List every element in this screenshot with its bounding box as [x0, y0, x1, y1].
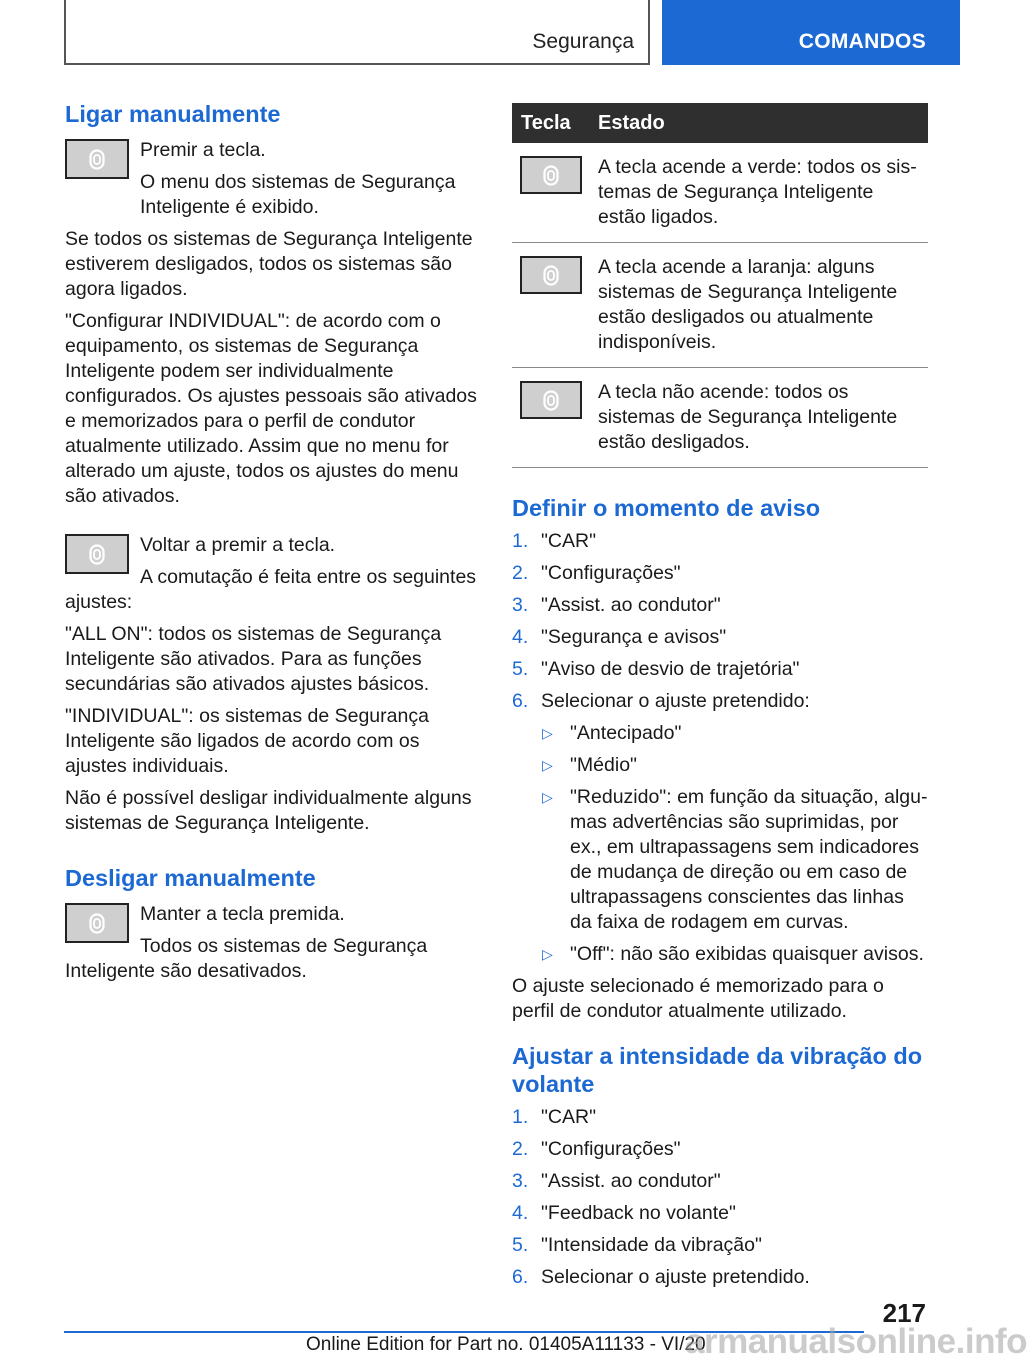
safety-button-icon — [520, 156, 582, 194]
step-text: "Assist. ao condutor" — [541, 594, 721, 616]
list-item — [512, 625, 928, 650]
safety-button-icon — [65, 534, 129, 574]
step-text: "Intensidade da vibração" — [541, 1234, 762, 1256]
header-chapter-title: COMANDOS — [798, 30, 926, 53]
list-item — [512, 1137, 928, 1162]
heading-switch-off: Desligar manualmente — [65, 865, 316, 891]
list-item — [512, 529, 928, 554]
vibration-steps-list — [512, 1105, 928, 1290]
paragraph: Se todos os sistemas de Segurança Inteligente estiverem desligados, todos os sistemas são agora ligados. — [65, 228, 473, 300]
footer-edition: Online Edition for Part no. 01405A11133 - VI/20 — [306, 1334, 706, 1355]
table-row — [512, 143, 928, 243]
header-section-title: Segurança — [532, 30, 634, 53]
step-number: 4. — [512, 1202, 529, 1224]
step-number: 3. — [512, 594, 529, 616]
step-text: "Assist. ao condutor" — [541, 1170, 721, 1192]
step-number: 5. — [512, 658, 529, 680]
warning-steps-list — [512, 529, 928, 714]
list-item — [512, 1233, 928, 1258]
safety-button-icon — [65, 903, 129, 943]
triangle-right-icon: ▷ — [542, 946, 553, 962]
paragraph: A comutação é feita entre os seguintes ajustes: — [65, 566, 477, 613]
warning-options-list — [541, 721, 928, 967]
safety-button-icon — [520, 381, 582, 419]
table-cell-state: A tecla acende a laranja: alguns sistemas de Segurança Inteligente estão desligados ou atualmente indisponíveis. — [596, 243, 928, 368]
table-row — [512, 243, 928, 368]
step-text: "Configurações" — [541, 1138, 681, 1160]
step-text: "CAR" — [541, 530, 597, 552]
step-text: "Configurações" — [541, 562, 681, 584]
paragraph: "ALL ON": todos os sistemas de Segurança Inteligente são ativados. Para as funções secundárias são ativados ajustes básicos. — [65, 623, 442, 695]
paragraph: "INDIVIDUAL": os sistemas de Segurança Inteligente são ligados de acordo com os ajustes individuais. — [65, 705, 429, 777]
step-number: 3. — [512, 1170, 529, 1192]
heading-switch-on: Ligar manualmente — [65, 101, 281, 127]
step-number: 2. — [512, 1138, 529, 1160]
triangle-right-icon: ▷ — [542, 789, 553, 805]
table-header-state: Estado — [596, 103, 928, 143]
safety-button-icon — [520, 256, 582, 294]
safety-button-icon — [65, 139, 129, 179]
step-text: "Segurança e avisos" — [541, 626, 727, 648]
list-item — [541, 785, 928, 935]
step-number: 1. — [512, 530, 529, 552]
option-text: "Médio" — [570, 754, 637, 776]
list-item — [541, 753, 928, 778]
switch-again-block — [65, 533, 479, 615]
switch-off-step: Manter a tecla premida. — [140, 903, 345, 925]
step-text: "Aviso de desvio de trajetória" — [541, 658, 800, 680]
header-chapter-tab — [662, 0, 960, 65]
table-cell-state: A tecla não acende: todos os sistemas de Segurança Inteligente estão desligados. — [596, 368, 928, 468]
step-number: 5. — [512, 1234, 529, 1256]
state-table — [512, 103, 928, 468]
page-number: 217 — [882, 1298, 926, 1328]
step-number: 6. — [512, 1266, 529, 1288]
table-header-row — [512, 103, 928, 143]
paragraph: O ajuste selecionado é memorizado para o perfil de condutor atualmente utilizado. — [512, 975, 884, 1022]
paragraph: "Configurar INDIVIDUAL": de acordo com o equipamento, os sistemas de Segurança Inteligente podem ser individualmente configurados. Os ajustes pessoais são ativados e memorizados para o perfil de condutor atualmente utilizado. Assim que no menu for alterado um ajuste, todos os ajustes do menu são ativados. — [65, 310, 477, 507]
list-item — [512, 657, 928, 682]
paragraph: O menu dos sistemas de Segurança Inteligente é exibido. — [140, 171, 456, 218]
step-number: 2. — [512, 562, 529, 584]
switch-again-step: Voltar a premir a tecla. — [140, 534, 336, 556]
step-text: Selecionar o ajuste pretendido. — [541, 1266, 810, 1288]
switch-on-step: Premir a tecla. — [140, 139, 266, 161]
table-cell-state: A tecla acende a verde: todos os sistemas de Segurança Inteligente estão ligados. — [596, 143, 928, 243]
step-number: 6. — [512, 690, 529, 712]
list-item — [512, 1105, 928, 1130]
triangle-right-icon: ▷ — [542, 757, 553, 773]
header-section-box — [64, 0, 650, 65]
list-item — [512, 689, 928, 714]
heading-vibration: Ajustar a intensidade da vibração do volante — [512, 1043, 923, 1097]
option-text: "Antecipado" — [570, 722, 682, 744]
triangle-right-icon: ▷ — [542, 725, 553, 741]
step-number: 1. — [512, 1106, 529, 1128]
heading-warning-time: Definir o momento de aviso — [512, 495, 821, 521]
left-column — [65, 100, 479, 991]
step-text: "Feedback no volante" — [541, 1202, 736, 1224]
paragraph: Não é possível desligar individualmente alguns sistemas de Segurança Inteligente. — [65, 787, 472, 834]
list-item — [512, 1169, 928, 1194]
step-text: Selecionar o ajuste pretendido: — [541, 690, 810, 712]
list-item — [512, 1265, 928, 1290]
switch-off-block — [65, 902, 479, 984]
right-column — [512, 103, 928, 1297]
option-text: "Off": não são exibidas quaisquer avisos. — [570, 943, 924, 965]
option-text: "Reduzido": em função da situação, algumas advertências são suprimidas, por ex., em ultrapassagens sem indicadores de mudança de direção ou em caso de ultrapassagens conscientes das linhas da faixa de rodagem em curvas. — [570, 786, 928, 933]
list-item — [541, 942, 928, 967]
list-item — [512, 1201, 928, 1226]
table-header-key: Tecla — [512, 103, 596, 143]
step-number: 4. — [512, 626, 529, 648]
step-text: "CAR" — [541, 1106, 597, 1128]
list-item — [512, 561, 928, 586]
list-item — [512, 593, 928, 618]
paragraph: Todos os sistemas de Segurança Inteligente são desativados. — [65, 935, 428, 982]
watermark-logo: armanualsonline.info — [685, 1322, 1027, 1361]
switch-on-block — [65, 138, 479, 220]
table-row — [512, 368, 928, 468]
list-item — [541, 721, 928, 746]
